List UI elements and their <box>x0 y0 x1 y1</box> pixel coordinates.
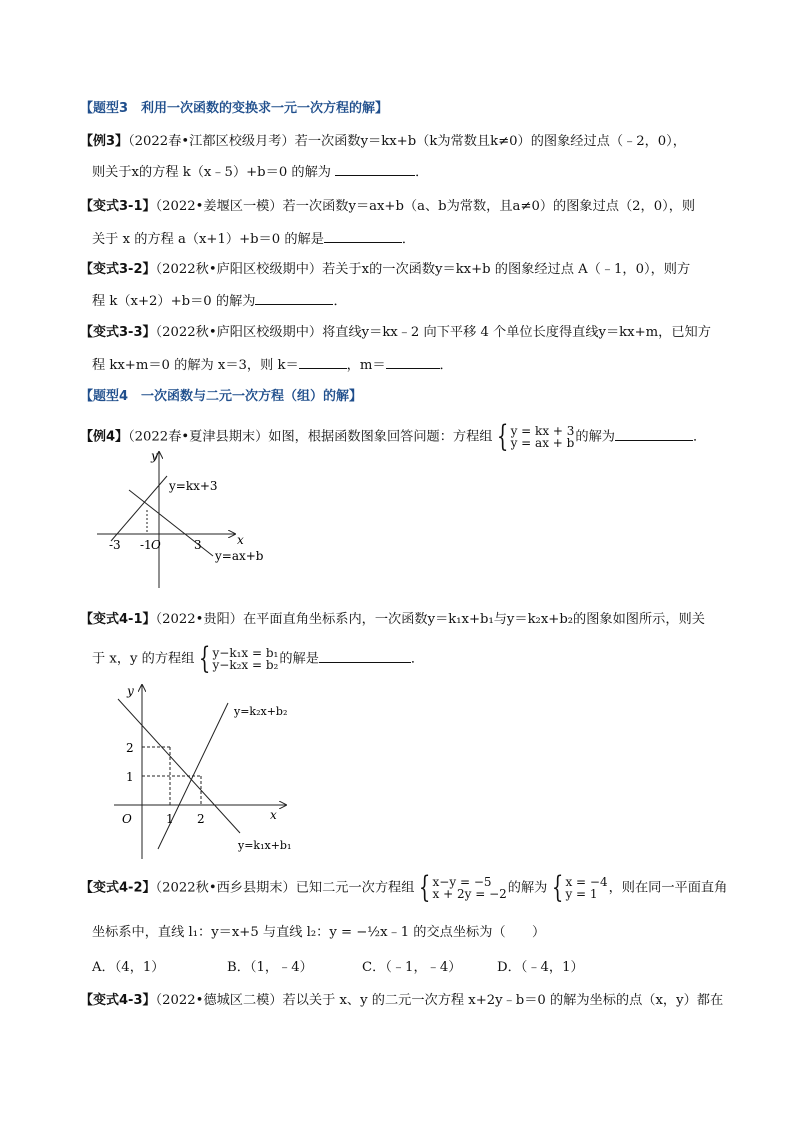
tick-label: 1 <box>166 812 174 826</box>
tick-label: 3 <box>194 538 202 552</box>
answer-blank-k[interactable] <box>299 354 347 369</box>
answer-blank[interactable] <box>324 228 402 243</box>
line2-label: y=ax+b <box>215 549 264 563</box>
variant-3-2-line2: 程 k（x+2）+b＝0 的解为 ． <box>80 290 742 313</box>
equation-system: { x−y = −5 x + 2y = −2 <box>419 870 507 905</box>
variant-4-2-line2: 坐标系中，直线 l₁：y＝x+5 与直线 l₂：y = −½x﹣1 的交点坐标为（ ） <box>92 925 546 940</box>
tick-label: 2 <box>197 812 205 826</box>
origin-label: O <box>151 538 161 552</box>
line1-label: y=k₂x+b₂ <box>234 705 288 718</box>
option-c[interactable]: C．（﹣1，﹣4） <box>362 960 462 975</box>
variant-4-1-line2: 于 x，y 的方程组 { y−k₁x = b₁ y−k₂x = b₂ 的解是 ． <box>92 641 425 676</box>
solution-system: { x = −4 y = 1 <box>552 870 608 905</box>
example-3-line2: 则关于x的方程 k（x﹣5）+b＝0 的解为 ． <box>80 161 742 184</box>
x-axis-label: x <box>270 808 277 822</box>
answer-blank[interactable] <box>255 290 333 305</box>
variant-4-3-line1: 【变式4-3】（2022•德城区二模）若以关于 x、y 的二元一次方程 x+2y﹣b＝0 的解为坐标的点（x，y）都在 <box>80 993 724 1008</box>
graph-example-4 <box>95 448 295 588</box>
variant-3-1-line2: 关于 x 的方程 a（x+1）+b＝0 的解是 ． <box>80 228 742 251</box>
answer-blank[interactable] <box>319 648 411 663</box>
y-axis-label: y <box>127 684 134 698</box>
answer-blank-m[interactable] <box>386 354 440 369</box>
option-b[interactable]: B．（1，﹣4） <box>227 960 313 975</box>
answer-blank[interactable] <box>335 161 415 176</box>
variant-3-1-line1: 【变式3-1】（2022•姜堰区一模）若一次函数y＝ax+b（a、b为常数，且a≠0）的图象过点（2，0），则 <box>80 199 696 214</box>
x-axis-label: x <box>237 533 244 547</box>
example-3-tag: 【例3】 <box>80 134 129 149</box>
section-title-4: 【题型4 一次函数与二元一次方程（组）的解】 <box>80 389 363 404</box>
graph-variant-4-1 <box>110 683 320 863</box>
line1-label: y=kx+3 <box>169 479 218 493</box>
answer-options <box>80 957 742 979</box>
origin-label: O <box>122 812 132 826</box>
equation-system: { y−k₁x = b₁ y−k₂x = b₂ <box>199 641 279 676</box>
variant-3-3-line2: 程 kx+m＝0 的解为 x＝3，则 k＝ ，m＝ ． <box>80 354 742 377</box>
variant-3-3-line1: 【变式3-3】（2022秋•庐阳区校级期中）将直线y＝kx﹣2 向下平移 4 个单位长度得直线y＝kx+m，已知方 <box>80 325 711 340</box>
option-d[interactable]: D．（﹣4，1） <box>497 960 584 975</box>
tick-label: -3 <box>109 538 121 552</box>
answer-blank[interactable] <box>615 426 693 441</box>
option-a[interactable]: A．（4，1） <box>92 960 165 975</box>
example-3-line1: 【例3】（2022春•江都区校级月考）若一次函数y＝kx+b（k为常数且k≠0）的图象经过点（﹣2，0）， <box>80 134 686 149</box>
tick-label: -1 <box>140 538 152 552</box>
equation-system: { y = kx + 3 y = ax + b <box>497 419 575 454</box>
variant-3-2-line1: 【变式3-2】（2022秋•庐阳区校级期中）若关于x的一次函数y＝kx+b 的图象经过点 A（﹣1，0），则方 <box>80 262 691 277</box>
line2-label: y=k₁x+b₁ <box>238 839 292 852</box>
line-k1x-plus-b1 <box>118 699 240 833</box>
tick-label: 2 <box>126 741 134 755</box>
tick-label: 1 <box>126 770 134 784</box>
variant-4-2-line1: 【变式4-2】（2022秋•西乡县期末）已知二元一次方程组 { x−y = −5 x + 2y = −2 的解为 { x = −4 y = 1 ，则在同一平面直角 <box>80 870 728 905</box>
example-4-line: 【例4】（2022春•夏津县期末）如图，根据函数图象回答问题：方程组 { y = kx + 3 y = ax + b 的解为 ． <box>80 419 707 454</box>
y-axis-label: y <box>151 449 158 463</box>
variant-4-1-line1: 【变式4-1】（2022•贵阳）在平面直角坐标系内，一次函数y＝k₁x+b₁与y＝k₂x+b₂的图象如图所示，则关 <box>80 612 705 627</box>
section-title-3: 【题型3 利用一次函数的变换求一元一次方程的解】 <box>80 101 389 116</box>
